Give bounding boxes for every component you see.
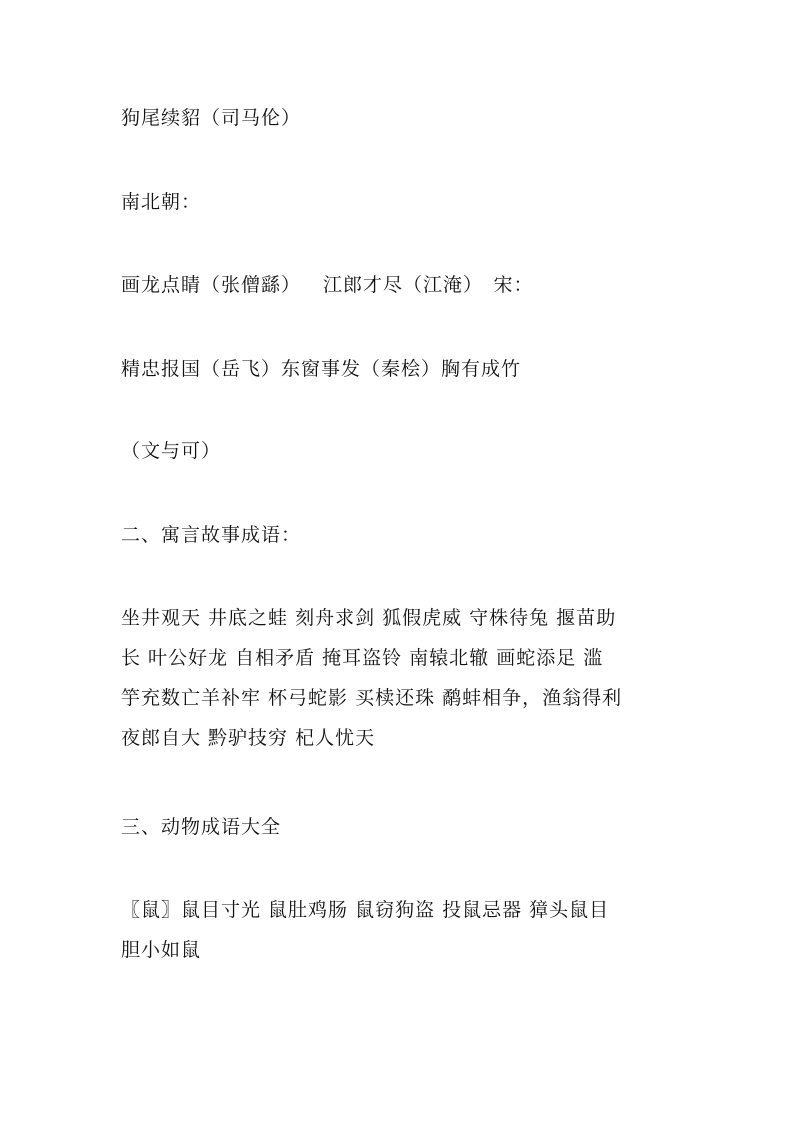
text-line: 长 叶公好龙 自相矛盾 掩耳盗铃 南辕北辙 画蛇添足 滥 [121,647,604,669]
text-line: 〖鼠〗鼠目寸光 鼠肚鸡肠 鼠窃狗盗 投鼠忌器 獐头鼠目 [121,899,610,921]
section-heading: 三、动物成语大全 [121,816,282,838]
text-line: 竽充数亡羊补牢 杯弓蛇影 买椟还珠 鹬蚌相争，渔翁得利 [121,687,623,709]
text-line: 坐井观天 井底之蛙 刻舟求剑 狐假虎威 守株待兔 揠苗助 [121,607,617,629]
section-heading: 二、寓言故事成语： [121,524,302,546]
animal-idioms-paragraph [121,890,681,970]
idiom-segment: 画龙点睛（张僧繇） [121,274,302,296]
paragraph-line [121,273,534,297]
paragraph-line: 南北朝： [121,191,202,213]
paragraph-line: 狗尾续貂（司马伦） [121,107,302,129]
paragraph-line: （文与可） [121,440,222,462]
fable-idioms-paragraph [121,598,681,758]
idiom-segment: 江郎才尽（江淹） 宋： [323,274,534,296]
text-line: 胆小如鼠 [121,939,202,961]
paragraph-line: 精忠报国（岳飞）东窗事发（秦桧）胸有成竹 [121,358,522,380]
text-line: 夜郎自大 黔驴技穷 杞人忧天 [121,727,376,749]
